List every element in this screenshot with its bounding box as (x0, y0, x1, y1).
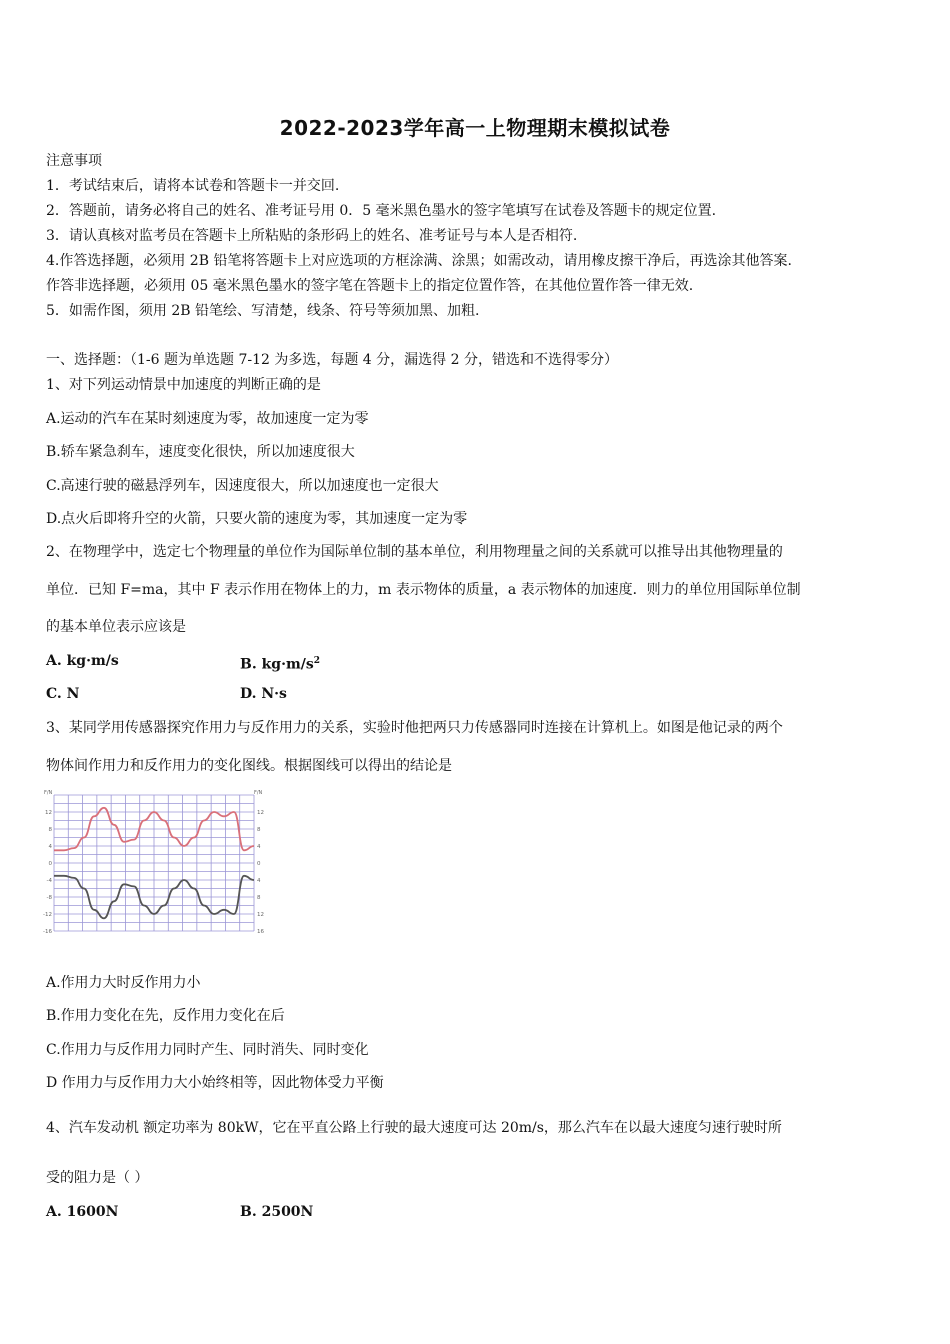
notice-item: 2．答题前，请务必将自己的姓名、准考证号用 0．5 毫米黑色墨水的签字笔填写在试卷及答题卡的规定位置. (46, 203, 717, 219)
question-2-stem-line3: 的基本单位表示应该是 (46, 619, 186, 635)
chart-ytick-left: -8 (46, 895, 52, 901)
question-4-stem-line2: 受的阻力是（ ） (46, 1170, 149, 1186)
question-3-stem-line1: 3、某同学用传感器探究作用力与反作用力的关系，实验时他把两只力传感器同时连接在计算机上。如图是他记录的两个 (46, 720, 783, 736)
question-2-option-b-exponent: 2 (313, 656, 321, 666)
question-4-option-b: B. 2500N (240, 1204, 314, 1220)
question-1-option-a: A.运动的汽车在某时刻速度为零，故加速度一定为零 (46, 411, 369, 427)
question-4-stem-line1: 4、汽车发动机 额定功率为 80kW，它在平直公路上行驶的最大速度可达 20m/s，那么汽车在以最大速度匀速行驶时所 (46, 1120, 782, 1136)
question-2-option-b (240, 651, 320, 675)
question-1-stem: 1、对下列运动情景中加速度的判断正确的是 (46, 377, 321, 393)
question-3-stem-line2: 物体间作用力和反作用力的变化图线。根据图线可以得出的结论是 (46, 758, 452, 774)
chart-ytick-right: 8 (257, 895, 261, 901)
question-3-option-c: C.作用力与反作用力同时产生、同时消失、同时变化 (46, 1042, 369, 1058)
question-1-option-b: B.轿车紧急刹车，速度变化很快，所以加速度很大 (46, 444, 355, 460)
notice-item: 3．请认真核对监考员在答题卡上所粘贴的条形码上的姓名、准考证号与本人是否相符. (46, 228, 578, 244)
chart-ylabel-right: F/N (254, 790, 263, 796)
question-3-option-d: D 作用力与反作用力大小始终相等，因此物体受力平衡 (46, 1075, 384, 1091)
chart-ytick-right: 16 (257, 929, 264, 935)
question-3-option-a: A.作用力大时反作用力小 (46, 975, 201, 991)
question-1-option-d: D.点火后即将升空的火箭，只要火箭的速度为零，其加速度一定为零 (46, 511, 468, 527)
chart-ytick-left: -16 (43, 929, 52, 935)
chart-ytick-right: 4 (257, 878, 261, 884)
page-title: 2022-2023学年高一上物理期末模拟试卷 (279, 116, 671, 140)
notice-item: 4.作答选择题，必须用 2B 铅笔将答题卡上对应选项的方框涂满、涂黑；如需改动，请用橡皮擦干净后，再选涂其他答案. (46, 253, 792, 269)
question-2-option-b-text: B. kg·m/s (240, 656, 314, 673)
question-1-option-c: C.高速行驶的磁悬浮列车，因速度很大，所以加速度也一定很大 (46, 478, 439, 494)
question-3-option-b: B.作用力变化在先，反作用力变化在后 (46, 1008, 285, 1024)
chart-ytick-left: 8 (48, 827, 52, 833)
chart-ytick-left: -12 (43, 912, 52, 918)
chart-ytick-right: 0 (257, 861, 261, 867)
notice-item: 1．考试结束后，请将本试卷和答题卡一并交回. (46, 178, 340, 194)
question-2-option-c: C. N (46, 686, 80, 702)
notice-item: 作答非选择题，必须用 05 毫米黑色墨水的签字笔在答题卡上的指定位置作答，在其他位置作答一律无效. (46, 278, 694, 294)
question-4-option-a: A. 1600N (46, 1204, 119, 1220)
question-2-option-a: A. kg·m/s (46, 653, 119, 669)
notice-item: 5．如需作图，须用 2B 铅笔绘、写清楚，线条、符号等须加黑、加粗. (46, 303, 480, 319)
chart-ytick-left: 4 (48, 844, 52, 850)
chart-ytick-left: 0 (48, 861, 52, 867)
question-2-stem-line2: 单位．已知 F=ma，其中 F 表示作用在物体上的力，m 表示物体的质量，a 表示物体的加速度．则力的单位用国际单位制 (46, 582, 801, 598)
chart-ylabel-left: F/N (44, 790, 53, 796)
chart-ytick-right: 8 (257, 827, 261, 833)
section-heading: 一、选择题：（1-6 题为单选题 7-12 为多选，每题 4 分，漏选得 2 分，错选和不选得零分） (46, 352, 618, 368)
chart-ytick-right: 12 (257, 912, 264, 918)
force-sensor-chart (40, 785, 272, 942)
question-2-stem-line1: 2、在物理学中，选定七个物理量的单位作为国际单位制的基本单位，利用物理量之间的关系就可以推导出其他物理量的 (46, 544, 783, 560)
chart-ytick-right: 12 (257, 810, 264, 816)
question-2-option-d: D. N·s (240, 686, 287, 702)
chart-ytick-right: 4 (257, 844, 261, 850)
notice-heading: 注意事项 (46, 153, 102, 169)
chart-ytick-left: -4 (46, 878, 52, 884)
chart-ytick-left: 12 (45, 810, 52, 816)
